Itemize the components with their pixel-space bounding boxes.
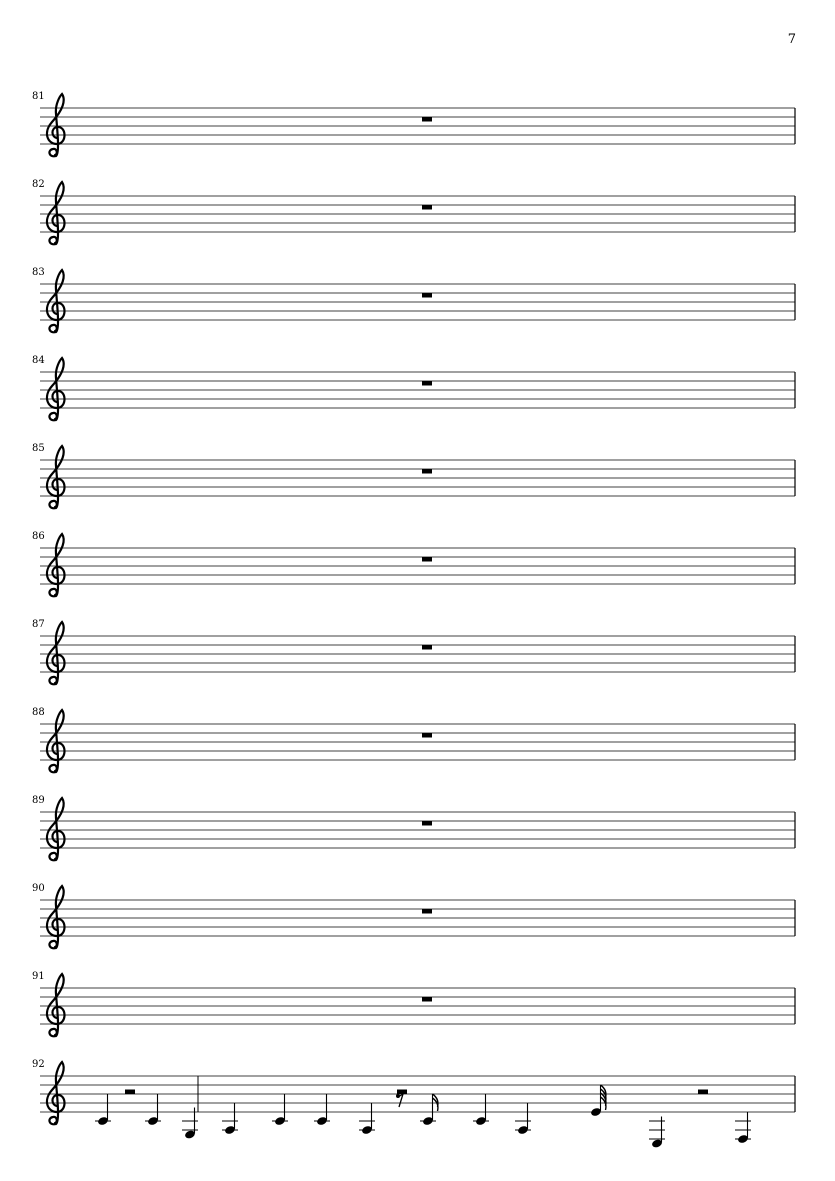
measure-number: 82 <box>32 179 45 190</box>
treble-clef-icon <box>47 358 65 420</box>
staff-system <box>32 619 795 684</box>
half-rest <box>397 1090 407 1095</box>
whole-rest <box>422 469 432 474</box>
whole-rest <box>422 205 432 210</box>
staff-system <box>32 707 795 772</box>
whole-rest <box>422 821 432 826</box>
whole-rest <box>422 909 432 914</box>
treble-clef-icon <box>47 886 65 948</box>
treble-clef-icon <box>47 974 65 1036</box>
measure-number: 92 <box>32 1059 45 1070</box>
whole-rest <box>422 645 432 650</box>
measure-number: 85 <box>32 443 45 454</box>
staff-system <box>32 355 795 420</box>
staff-system <box>32 531 795 596</box>
whole-rest <box>422 117 432 122</box>
staff-system <box>32 179 795 244</box>
treble-clef-icon <box>47 622 65 684</box>
treble-clef-icon <box>47 94 65 156</box>
measure-number: 88 <box>32 707 45 718</box>
page-number: 7 <box>787 32 796 47</box>
half-rest <box>698 1090 708 1095</box>
treble-clef-icon <box>47 1062 65 1124</box>
whole-rest <box>422 997 432 1002</box>
staff-system <box>32 795 795 860</box>
treble-clef-icon <box>47 446 65 508</box>
measure-number: 89 <box>32 795 45 806</box>
measure-number: 87 <box>32 619 45 630</box>
eighth-rest <box>398 1094 403 1107</box>
staff-system <box>32 91 795 156</box>
treble-clef-icon <box>47 270 65 332</box>
measure-number: 86 <box>32 531 45 542</box>
treble-clef-icon <box>47 182 65 244</box>
treble-clef-icon <box>47 710 65 772</box>
whole-rest <box>422 733 432 738</box>
staff-system <box>32 267 795 332</box>
treble-clef-icon <box>47 798 65 860</box>
staff-system <box>32 1059 795 1149</box>
staff-system <box>32 971 795 1036</box>
whole-rest <box>422 381 432 386</box>
staff-system <box>32 883 795 948</box>
whole-rest <box>422 557 432 562</box>
whole-rest <box>422 293 432 298</box>
measure-number: 84 <box>32 355 45 366</box>
treble-clef-icon <box>47 534 65 596</box>
measure-number: 90 <box>32 883 45 894</box>
measure-number: 91 <box>32 971 45 982</box>
measure-number: 83 <box>32 267 45 278</box>
staff-system <box>32 443 795 508</box>
measure-number: 81 <box>32 91 45 102</box>
half-rest <box>125 1090 135 1095</box>
